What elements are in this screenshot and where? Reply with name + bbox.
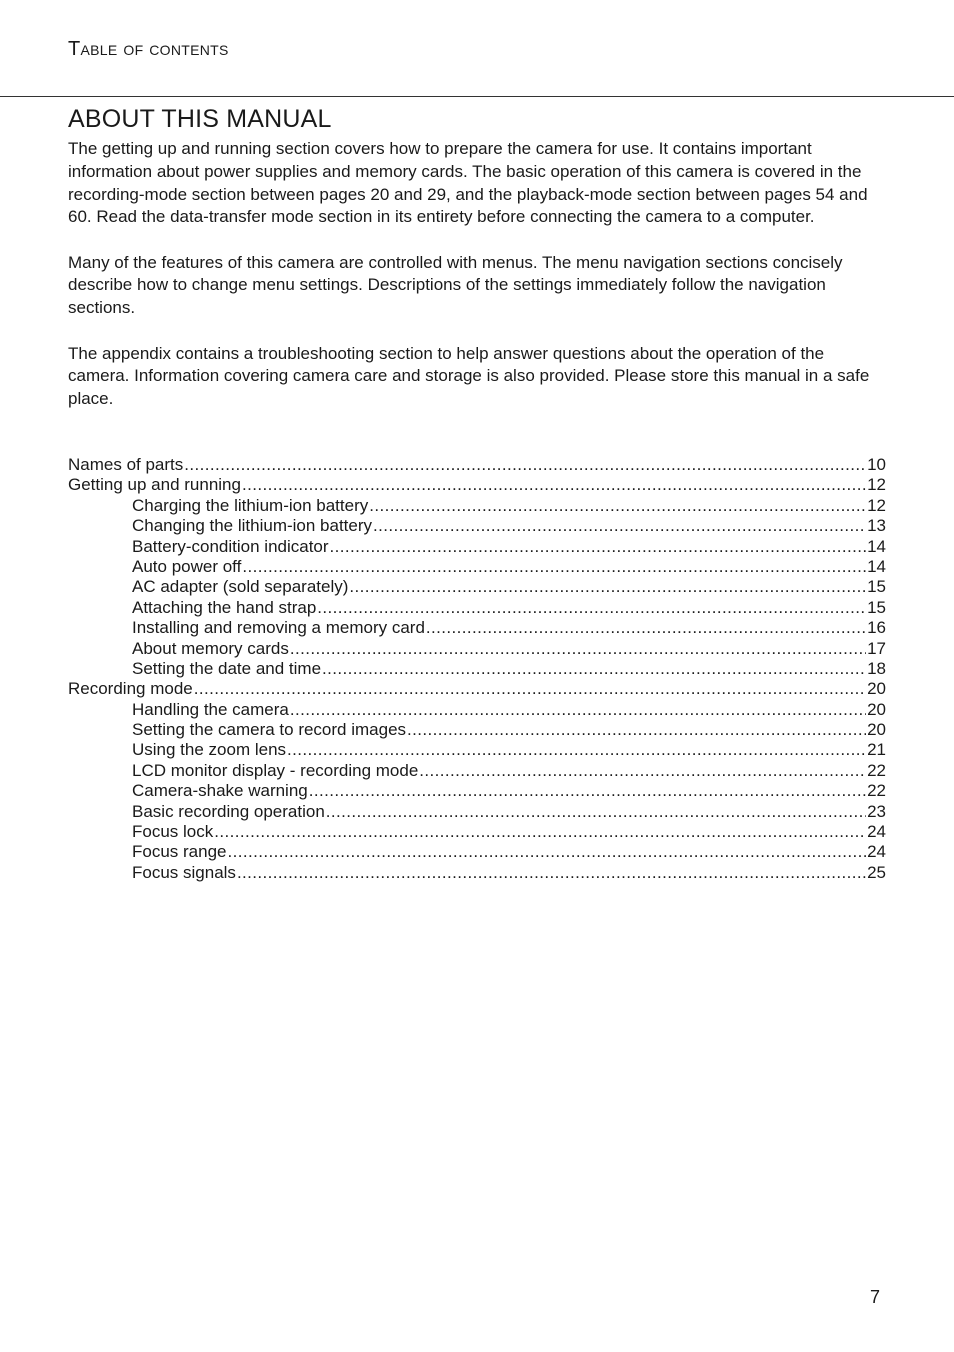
- toc-entry-page: 15: [867, 597, 886, 617]
- toc-entry-label: Focus signals: [132, 862, 236, 882]
- intro-paragraph: The appendix contains a troubleshooting section to help answer questions about the operation of the camera. Information covering camera care and storage is also provided. Please store this manual in a safe place.: [68, 343, 870, 409]
- toc-entry-label: Basic recording operation: [132, 801, 325, 821]
- toc-entry[interactable]: [68, 802, 886, 822]
- toc-entry[interactable]: [68, 639, 886, 659]
- toc-entry-page: 12: [867, 495, 886, 515]
- toc-dot-leader: [228, 842, 867, 862]
- toc-entry-page: 14: [867, 556, 886, 576]
- toc-entry-page: 22: [867, 760, 886, 780]
- toc-entry-label: Setting the date and time: [132, 658, 322, 678]
- toc-dot-leader: [317, 598, 866, 618]
- toc-entry[interactable]: [68, 496, 886, 516]
- toc-entry-label: Focus range: [132, 842, 227, 862]
- intro-paragraph: Many of the features of this camera are controlled with menus. The menu navigation sections concisely describe how to change menu settings. Descriptions of the settings immediately follow the navigation sections.: [68, 252, 843, 318]
- toc-entry-label: Focus lock: [132, 822, 214, 842]
- toc-dot-leader: [214, 822, 866, 842]
- intro-text: [68, 138, 890, 433]
- toc-dot-leader: [426, 618, 866, 638]
- page-header-title: Table of contents: [68, 38, 229, 60]
- toc-entry-page: 22: [867, 781, 886, 801]
- section-title: ABOUT THIS MANUAL: [68, 105, 332, 133]
- page-number: 7: [870, 1287, 881, 1307]
- header-divider: [0, 96, 954, 97]
- toc-entry[interactable]: [68, 781, 886, 801]
- toc-entry-label: Recording mode: [68, 679, 193, 699]
- toc-entry[interactable]: [68, 598, 886, 618]
- toc-dot-leader: [194, 679, 866, 699]
- toc-entry-page: 20: [867, 699, 886, 719]
- toc-entry-page: 20: [867, 679, 886, 699]
- toc-entry-page: 15: [867, 577, 886, 597]
- toc-entry[interactable]: [68, 475, 886, 495]
- toc-entry-page: 21: [867, 740, 886, 760]
- toc-entry[interactable]: [68, 455, 886, 475]
- toc-dot-leader: [309, 781, 866, 801]
- toc-entry[interactable]: [68, 679, 886, 699]
- toc-entry[interactable]: [68, 740, 886, 760]
- toc-entry-label: Names of parts: [68, 455, 184, 474]
- toc-dot-leader: [242, 475, 866, 495]
- toc-entry[interactable]: [68, 516, 886, 536]
- toc-entry-label: Changing the lithium-ion battery: [132, 516, 373, 536]
- toc-entry[interactable]: [68, 720, 886, 740]
- toc-entry-page: 20: [867, 720, 886, 740]
- intro-paragraph: The getting up and running section covers how to prepare the camera for use. It contains important information about power supplies and memory cards. The basic operation of this camera is covered in the recording-mode section between pages 20 and 29, and the playback-mode section between pages 54 and 60. Read the data-transfer mode section in its entirety before connecting the camera to a computer.: [68, 139, 868, 227]
- toc-entry-label: Attaching the hand strap: [132, 597, 317, 617]
- toc-entry[interactable]: [68, 537, 886, 557]
- toc-entry-page: 25: [867, 862, 886, 882]
- toc-dot-leader: [373, 516, 866, 536]
- toc-entry-page: 16: [867, 618, 886, 638]
- toc-dot-leader: [330, 537, 867, 557]
- toc-entry-label: Handling the camera: [132, 699, 289, 719]
- toc-entry[interactable]: [68, 618, 886, 638]
- toc-entry[interactable]: [68, 557, 886, 577]
- toc-entry-label: Charging the lithium-ion battery: [132, 495, 369, 515]
- toc-entry-page: 18: [867, 658, 886, 678]
- toc-entry-label: Auto power off: [132, 556, 242, 576]
- toc-entry[interactable]: [68, 659, 886, 679]
- toc-entry-page: 24: [867, 822, 886, 842]
- toc-entry-page: 23: [867, 801, 886, 821]
- toc-dot-leader: [349, 577, 866, 597]
- toc-entry[interactable]: [68, 822, 886, 842]
- toc-entry-label: Camera-shake warning: [132, 781, 308, 801]
- toc-entry-label: About memory cards: [132, 638, 289, 658]
- toc-entry-page: 13: [867, 516, 886, 536]
- toc-dot-leader: [419, 761, 866, 781]
- toc-dot-leader: [326, 802, 866, 822]
- toc-entry-label: Battery-condition indicator: [132, 536, 329, 556]
- toc-dot-leader: [407, 720, 866, 740]
- toc-dot-leader: [242, 557, 866, 577]
- toc-entry-label: Setting the camera to record images: [132, 720, 407, 740]
- toc-entry-label: Getting up and running: [68, 475, 241, 495]
- toc-entry-label: Using the zoom lens: [132, 740, 287, 760]
- toc-entry-label: LCD monitor display - recording mode: [132, 760, 419, 780]
- toc-entry[interactable]: [68, 863, 886, 883]
- toc-entry-page: 17: [867, 638, 886, 658]
- toc-entry-page: 24: [867, 842, 886, 862]
- toc-dot-leader: [184, 455, 866, 475]
- table-of-contents: [68, 455, 886, 883]
- toc-entry-label: Installing and removing a memory card: [132, 618, 425, 638]
- toc-dot-leader: [290, 700, 866, 720]
- toc-entry[interactable]: [68, 700, 886, 720]
- toc-entry[interactable]: [68, 577, 886, 597]
- toc-entry[interactable]: [68, 842, 886, 862]
- toc-entry[interactable]: [68, 761, 886, 781]
- toc-entry-page: 12: [867, 475, 886, 495]
- toc-dot-leader: [287, 740, 866, 760]
- toc-dot-leader: [322, 659, 866, 679]
- toc-dot-leader: [237, 863, 866, 883]
- toc-entry-page: 14: [867, 536, 886, 556]
- toc-dot-leader: [369, 496, 866, 516]
- toc-entry-page: 10: [867, 455, 886, 474]
- toc-dot-leader: [290, 639, 866, 659]
- toc-entry-label: AC adapter (sold separately): [132, 577, 349, 597]
